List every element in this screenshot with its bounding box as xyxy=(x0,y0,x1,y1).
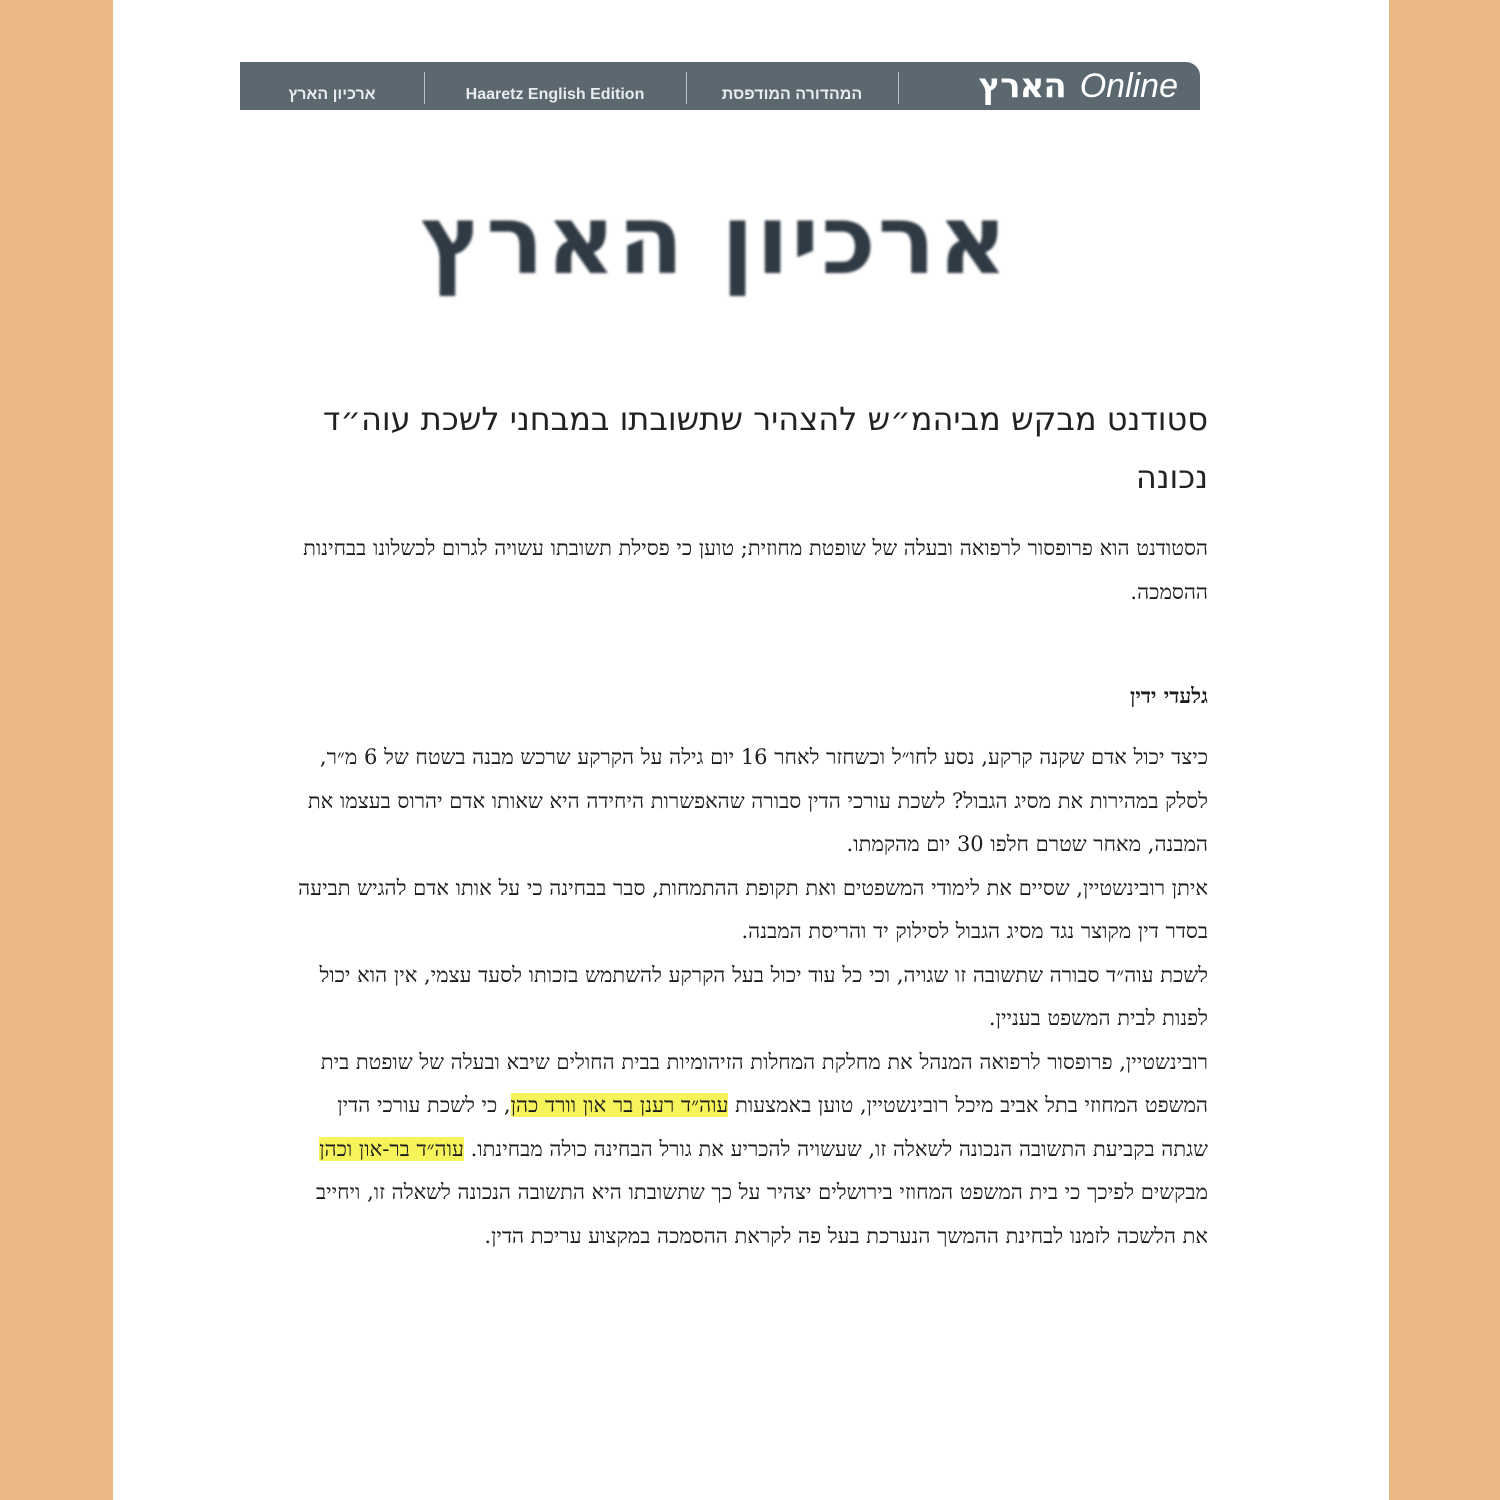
article-subheadline: הסטודנט הוא פרופסור לרפואה ובעלה של שופטת מחוזית; טוען כי פסילת תשובתו עשויה לגרום לכשלונו בבחינות ההסמכה. xyxy=(303,536,1208,604)
nav-divider xyxy=(686,72,687,104)
highlighted-text: עוה״ד בר-און וכהן xyxy=(319,1136,464,1161)
article-headline: סטודנט מבקש מביהמ״ש להצהיר שתשובתו במבחני לשכת עוה״ד נכונה xyxy=(322,400,1208,496)
paragraph-text: רובינשטיין, פרופסור לרפואה המנהל את מחלקת המחלות הזיהומיות בבית החולים שיבא ובעלה של שופטת בית המשפט המחוזי בתל אביב מיכל רובינשטיין, טוען באמצעות xyxy=(320,1049,1208,1117)
site-nav-bar xyxy=(240,62,1200,110)
highlighted-text: עוה״ד רענן בר און וורד כהן xyxy=(510,1093,729,1117)
nav-link-english-edition[interactable]: Haaretz English Edition xyxy=(465,86,645,103)
brand-hebrew: הארץ xyxy=(978,66,1066,106)
article-paragraph: כיצד יכול אדם שקנה קרקע, נסע לחו״ל וכשחזר לאחר 16 יום גילה על הקרקע שרכש מבנה בשטח של 6 מ״ר, לסלק במהירות את מסיג הגבול? לשכת עורכי הדין סבורה שהאפשרות היחידה היא שאותו אדם יהרוס בעצמו את המבנה, מאחר שטרם חלפו 30 יום מהקמתו. xyxy=(307,745,1208,856)
nav-divider xyxy=(898,72,899,104)
haaretz-online-logo[interactable] xyxy=(979,62,1178,110)
paragraph-text: מבקשים לפיכך כי בית המשפט המחוזי בירושלים יצהיר על כך שתשובתו היא התשובה הנכונה לשאלה זו, ויחייב את הלשכה לזמנו לבחינת ההמשך הנערכת בעל פה לקראת ההסמכה במקצוע עריכת הדין. xyxy=(315,1180,1208,1248)
article-paragraph: לשכת עוה״ד סבורה שתשובה זו שגויה, וכי כל עוד יכול בעל הקרקע להשתמש בזכותו לסעד עצמי, אין הוא יכול לפנות לבית המשפט בעניין. xyxy=(319,962,1208,1030)
article-author: גלעדי ידין xyxy=(1129,683,1208,708)
article-body xyxy=(290,736,1208,1258)
nav-link-archive[interactable]: ארכיון הארץ xyxy=(288,86,376,103)
nav-link-print-edition[interactable]: המהדורה המודפסת xyxy=(721,86,863,103)
article-paragraph: איתן רובינשטיין, שסיים את לימודי המשפטים ואת תקופת ההתמחות, סבר בבחינה כי על אותו אדם להגיש תביעה בסדר דין מקוצר נגד מסיג הגבול לסילוק יד והריסת המבנה. xyxy=(298,875,1208,943)
article-paragraph xyxy=(290,1041,1208,1259)
brand-online: Online xyxy=(1079,66,1178,105)
nav-divider xyxy=(424,72,425,104)
archive-masthead: ארכיון הארץ xyxy=(420,184,1010,296)
paragraph-text: , כי לשכת עורכי הדין שגתה בקביעת התשובה הנכונה לשאלה זו, שעשויה להכריע את גורל הבחינה כולה מבחינתו. xyxy=(337,1093,1208,1161)
